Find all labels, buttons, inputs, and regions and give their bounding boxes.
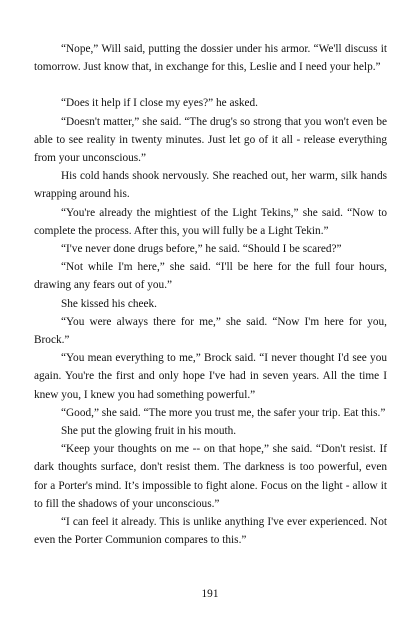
paragraph: “Keep your thoughts on me -- on that hope,” she said. “Don't resist. If dark thoughts surface, don't resist them. The darkness is too powerful, even for a Porter's mind. It’s impossible to fight alone. Focus on the light - allow it to fill the shadows of your unconscious.” bbox=[34, 443, 387, 510]
paragraph: “Nope,” Will said, putting the dossier under his armor. “We'll discuss it tomorrow. Just know that, in exchange for this, Leslie and I need your help.” bbox=[34, 43, 387, 74]
paragraph: “Good,” she said. “The more you trust me, the safer your trip. Eat this.” bbox=[61, 406, 386, 419]
paragraph: “You mean everything to me,” Brock said. “I never thought I'd see you again. You're the first and only hope I've had in seven years. All the time I knew you, I knew you had something powerful.” bbox=[34, 352, 387, 401]
paragraph: “I can feel it already. This is unlike anything I've ever experienced. Not even the Porter Communion compares to this.” bbox=[34, 516, 387, 547]
paragraph: His cold hands shook nervously. She reached out, her warm, silk hands wrapping around his. bbox=[34, 170, 387, 201]
paragraph: “I've never done drugs before,” he said. “Should I be scared?” bbox=[61, 243, 342, 256]
paragraph: She put the glowing fruit in his mouth. bbox=[61, 425, 237, 438]
paragraph: “You're already the mightiest of the Light Tekins,” she said. “Now to complete the process. After this, you will fully be a Light Tekin.” bbox=[34, 206, 387, 237]
paragraph: “Does it help if I close my eyes?” he asked. bbox=[61, 97, 258, 110]
paragraph: “Not while I'm here,” she said. “I'll be here for the full four hours, drawing any fears out of you.” bbox=[34, 261, 387, 292]
page-number: 191 bbox=[201, 588, 219, 600]
paragraph: “Doesn't matter,” she said. “The drug's so strong that you won't even be able to see reality in twenty minutes. Just let go of it all - release everything from your unconscious.” bbox=[34, 115, 387, 165]
body-text bbox=[34, 40, 387, 549]
paragraph: “You were always there for me,” she said. “Now I'm here for you, Brock.” bbox=[34, 315, 387, 347]
paragraph: She kissed his cheek. bbox=[61, 297, 158, 310]
